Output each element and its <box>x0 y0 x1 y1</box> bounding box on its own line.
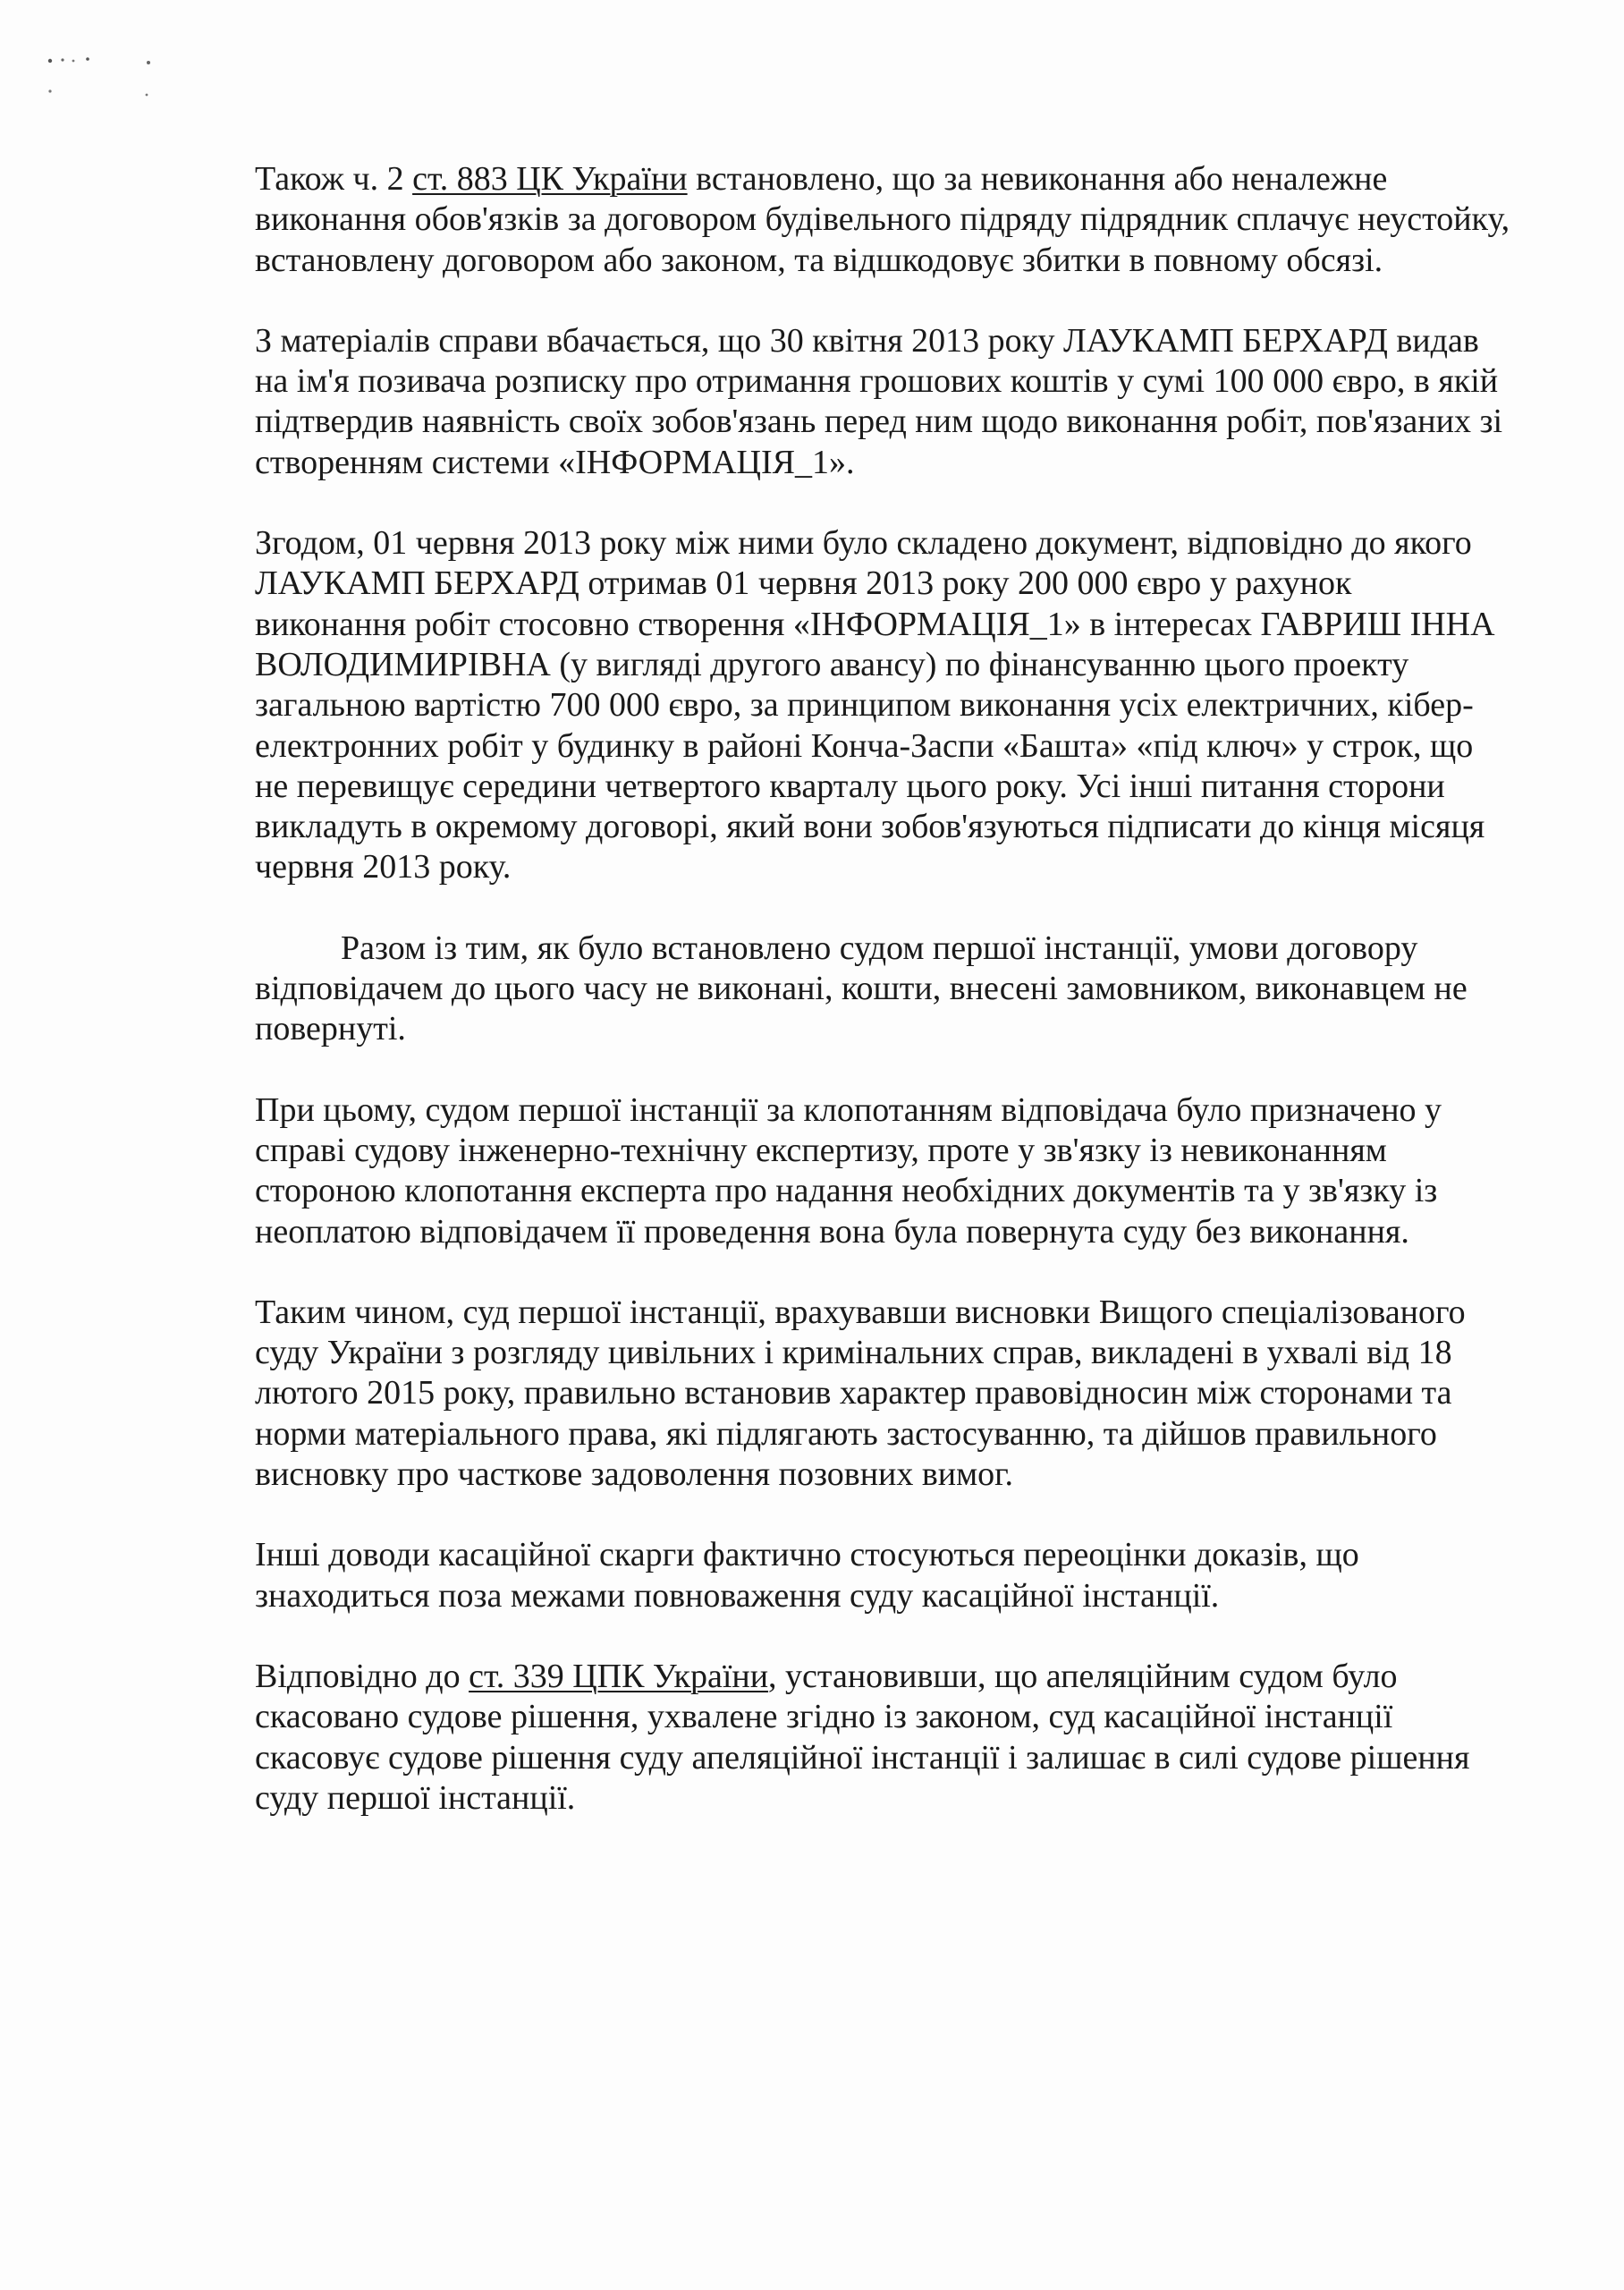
paragraph-contract-unfulfilled: Разом із тим, як було встановлено судом першої інстанції, умови договору відповідачем до цього часу не виконані, кошти, внесені замовником, виконавцем не повернуті. <box>255 929 1468 1048</box>
law-link-article-339[interactable]: ст. 339 ЦПК України <box>469 1657 769 1695</box>
paragraph-expertise: При цьому, судом першої інстанції за клопотанням відповідача було призначено у справі судову інженерно-технічну експертизу, проте у зв'язку із невиконанням стороною клопотання експерта про надання необхідних документів та у зв'язку із неоплатою відповідачем її проведення вона була повернута суду без виконання. <box>255 1090 1442 1251</box>
document-body <box>255 159 1511 1859</box>
paragraph-article-883-lead: Також ч. 2 <box>255 160 413 198</box>
paragraph-article-339 <box>255 1657 1511 1819</box>
scan-specks-decoration <box>43 52 168 106</box>
paragraph-receipt: З матеріалів справи вбачається, що 30 квітня 2013 року ЛАУКАМП БЕРХАРД видав на ім'я позивача розписку про отримання грошових коштів у сумі 100 000 євро, в якій підтвердив наявність своїх зобов'язань перед ним щодо виконання робіт, пов'язаних зі створенням системи «ІНФОРМАЦІЯ_1». <box>255 321 1503 481</box>
paragraph-other-arguments: Інші доводи касаційної скарги фактично стосуються переоцінки доказів, що знаходиться поза межами повноваження суду касаційної інстанції. <box>255 1536 1359 1615</box>
paragraph-article-339-text: , установивши, що апеляційним судом було скасовано судове рішення, ухвалене згідно із законом, суд касаційної інстанції скасовує судове рішення суду апеляційної інстанції і залишає в силі судове рішення суду першої інстанції. <box>255 1657 1470 1817</box>
paragraph-second-advance: Згодом, 01 червня 2013 року між ними було складено документ, відповідно до якого ЛАУКАМП БЕРХАРД отримав 01 червня 2013 року 200 000 євро у рахунок виконання робіт стосовно створення «ІНФОРМАЦІЯ_1» в інтересах ГАВРИШ ІННА ВОЛОДИМИРІВНА (у вигляді другого авансу) по фінансуванню цього проекту загальною вартістю 700 000 євро, за принципом виконання усіх електричних, кібер-електронних робіт у будинку в районі Конча-Заспи «Башта» «під ключ» у строк, що не перевищує середини четвертого кварталу цього року. Усі інші питання сторони викладуть в окремому договорі, який вони зобов'язуються підписати до кінця місяця червня 2013 року. <box>255 524 1495 886</box>
paragraph-article-339-lead: Відповідно до <box>255 1657 469 1695</box>
paragraph-article-883 <box>255 159 1511 281</box>
paragraph-article-883-text: встановлено, що за невиконання або неналежне виконання обов'язків за договором будівельного підряду підрядник сплачує неустойку, встановлену договором або законом, та відшкодовує збитки в повному обсязі. <box>255 160 1510 279</box>
law-link-article-883[interactable]: ст. 883 ЦК України <box>412 160 688 198</box>
paragraph-conclusion: Таким чином, суд першої інстанції, врахувавши висновки Вищого спеціалізованого суду України з розгляду цивільних і кримінальних справ, викладені в ухвалі від 18 лютого 2015 року, правильно встановив характер правовідносин між сторонами та норми матеріального права, які підлягають застосуванню, та дійшов правильного висновку про часткове задоволення позовних вимог. <box>255 1293 1466 1494</box>
